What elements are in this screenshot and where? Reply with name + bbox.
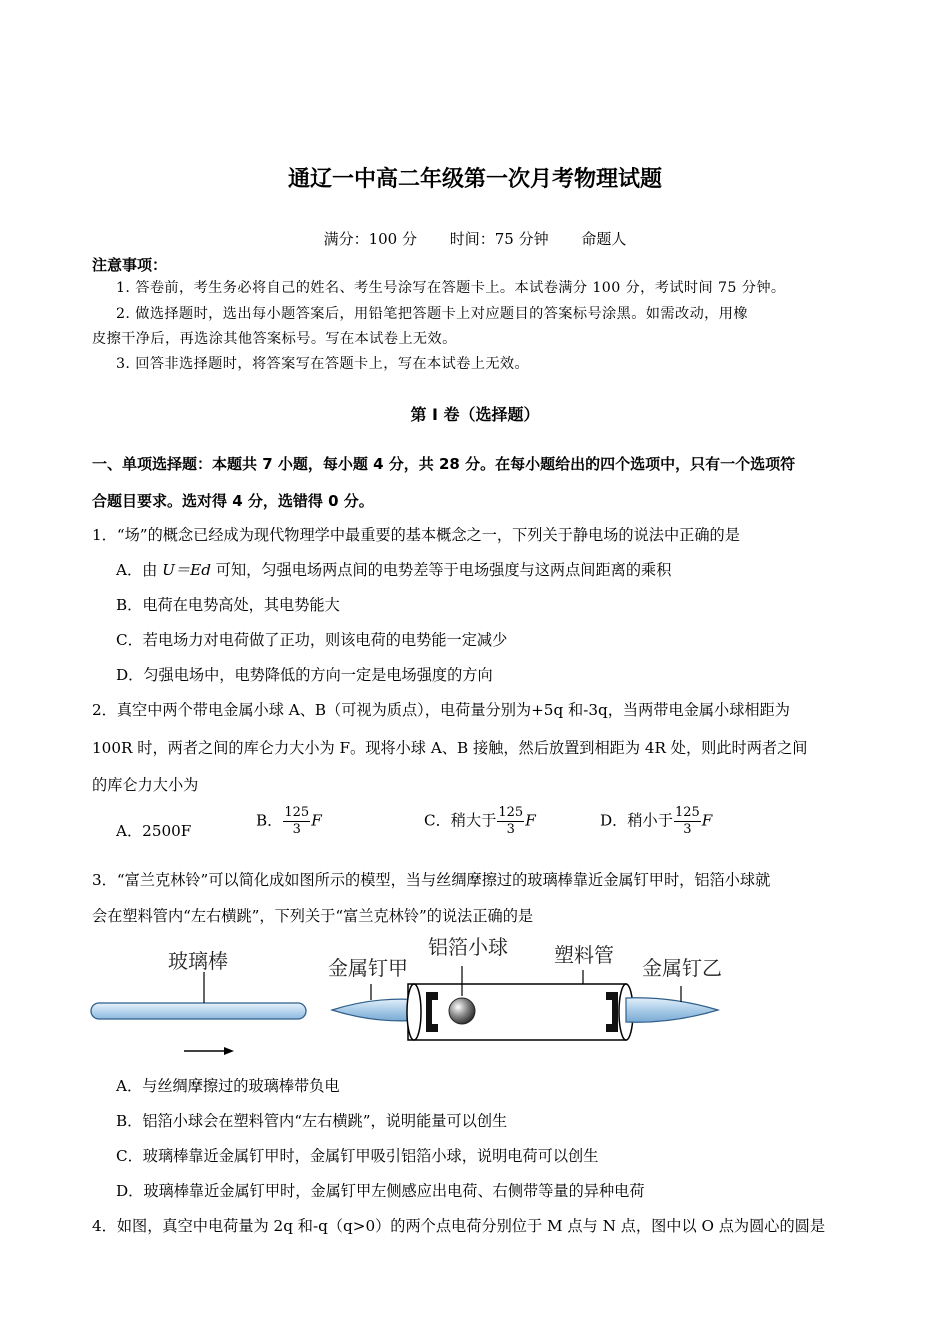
fraction-denominator: 3 <box>292 822 301 837</box>
metal-nail-right <box>626 998 718 1023</box>
label-glass-rod: 玻璃棒 <box>168 949 228 973</box>
q1-option-c: C．若电场力对电荷做了正功，则该电荷的电势能一定减少 <box>116 631 508 649</box>
label-nail-b: 金属钉乙 <box>642 956 722 980</box>
q3-option-b: B．铝箔小球会在塑料管内“左右横跳”，说明能量可以创生 <box>116 1112 508 1130</box>
fraction <box>283 805 310 838</box>
exam-author: 命题人 <box>581 230 627 248</box>
part-one-line-2: 合题目要求。选对得 4 分，选错得 0 分。 <box>92 492 374 510</box>
notice-item-3: 3. 回答非选择题时，将答案写在答题卡上，写在本试卷上无效。 <box>116 356 530 372</box>
q2-option-d <box>600 805 712 838</box>
q2-line-1: 2．真空中两个带电金属小球 A、B（可视为质点），电荷量分别为+5q 和-3q，当两带电金属小球相距为 <box>92 701 790 719</box>
exam-time: 时间：75 分钟 <box>449 230 549 248</box>
q2-line-2: 100R 时，两者之间的库仑力大小为 F。现将小球 A、B 接触，然后放置到相距为 4R 处，则此时两者之间 <box>92 739 808 757</box>
q2-c-label: C．稍大于 <box>424 811 497 830</box>
fraction-denominator: 3 <box>506 822 515 837</box>
arrow-head-icon <box>224 1047 234 1055</box>
q2-option-c <box>424 805 536 838</box>
q1-a-formula: U＝Ed <box>162 561 211 579</box>
q1-a-prefix: A．由 <box>116 561 163 579</box>
q2-b-label: B． <box>256 811 283 830</box>
q3-option-d: D．玻璃棒靠近金属钉甲时，金属钉甲左侧感应出电荷、右侧带等量的异种电荷 <box>116 1182 645 1200</box>
notice-item-1: 1. 答卷前，考生务必将自己的姓名、考生号涂写在答题卡上。本试卷满分 100 分，考试时间 75 分钟。 <box>116 280 786 296</box>
q4-line-1: 4．如图，真空中电荷量为 2q 和-q（q>0）的两个点电荷分别位于 M 点与 N 点，图中以 O 点为圆心的圆是 <box>92 1217 826 1235</box>
exam-meta <box>0 228 950 249</box>
q2-line-3: 的库仑力大小为 <box>92 776 199 794</box>
q3-line-1: 3．“富兰克林铃”可以简化成如图所示的模型，当与丝绸摩擦过的玻璃棒靠近金属钉甲时，铝箔小球就 <box>92 871 771 889</box>
fraction-denominator: 3 <box>683 822 692 837</box>
notice-item-2-cont: 皮擦干净后，再选涂其他答案标号。写在本试卷上无效。 <box>92 331 457 347</box>
fraction-var: F <box>701 811 713 830</box>
exam-title: 通辽一中高二年级第一次月考物理试题 <box>287 167 662 192</box>
fraction-var: F <box>311 811 322 830</box>
foil-ball <box>449 998 475 1024</box>
fraction <box>674 805 701 838</box>
label-nail-a: 金属钉甲 <box>328 956 408 980</box>
q1-stem: 1．“场”的概念已经成为现代物理学中最重要的基本概念之一，下列关于静电场的说法中正确的是 <box>92 526 740 544</box>
fraction-numerator: 125 <box>674 805 700 820</box>
fraction-numerator: 125 <box>284 805 310 820</box>
q3-option-c: C．玻璃棒靠近金属钉甲时，金属钉甲吸引铝箔小球，说明电荷可以创生 <box>116 1147 599 1165</box>
franklin-bell-figure <box>86 930 726 1064</box>
label-tube: 塑料管 <box>554 943 614 967</box>
q1-a-suffix: 可知，匀强电场两点间的电势差等于电场强度与这两点间距离的乘积 <box>210 561 672 579</box>
section-title: 第 I 卷（选择题） <box>410 405 540 424</box>
q2-option-b <box>256 805 322 838</box>
part-one-line-1: 一、单项选择题：本题共 7 小题，每小题 4 分，共 28 分。在每小题给出的四个选项中，只有一个选项符 <box>92 455 796 473</box>
notice-heading: 注意事项： <box>92 256 168 274</box>
q3-line-2: 会在塑料管内“左右横跳”，下列关于“富兰克林铃”的说法正确的是 <box>92 907 534 925</box>
fraction-numerator: 125 <box>498 805 524 820</box>
label-ball: 铝箔小球 <box>428 935 508 959</box>
fraction <box>497 805 524 838</box>
q2-option-a: A．2500F <box>116 822 192 840</box>
q2-d-label: D．稍小于 <box>600 811 673 830</box>
q1-option-b: B．电荷在电势高处，其电势能大 <box>116 596 340 614</box>
q1-option-a <box>116 559 671 580</box>
glass-rod <box>91 1003 306 1019</box>
fraction-var: F <box>525 811 536 830</box>
q1-option-d: D．匀强电场中，电势降低的方向一定是电场强度的方向 <box>116 666 493 684</box>
q3-option-a: A．与丝绸摩擦过的玻璃棒带负电 <box>116 1077 340 1095</box>
tube-end-left <box>407 984 421 1040</box>
plastic-tube <box>408 984 626 1040</box>
notice-item-2: 2. 做选择题时，选出每小题答案后，用铅笔把答题卡上对应题目的答案标号涂黑。如需改动，用橡 <box>116 306 748 322</box>
full-score: 满分：100 分 <box>323 230 417 248</box>
